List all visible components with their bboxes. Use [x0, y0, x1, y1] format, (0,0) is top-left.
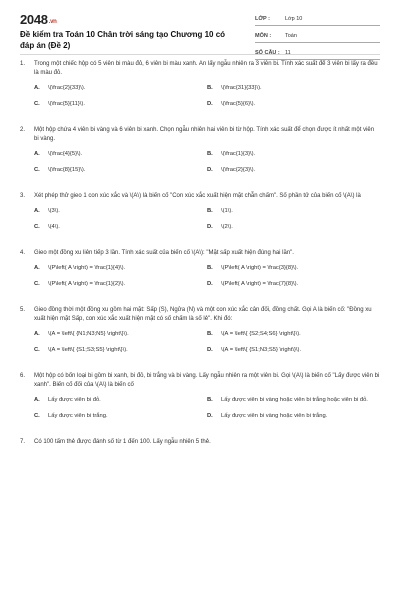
- option-letter: B.: [207, 151, 213, 157]
- option-letter: B.: [207, 397, 213, 403]
- question-number: 4.: [20, 250, 26, 256]
- option-letter: C.: [34, 281, 40, 287]
- option-text: Lấy được viên bi vàng hoặc viên bi trắng hoặc viên bi đỏ.: [221, 397, 368, 403]
- question-text: Trong một chiếc hộp có 5 viên bi màu đỏ, 6 viên bi màu xanh. An lấy ngẫu nhiên ra 3 viên bi. Tính xác suất để 3 viên bi lấy ra đều là màu đỏ.: [34, 61, 378, 76]
- meta-value: 11: [285, 50, 291, 56]
- option-text: \(4\).: [48, 224, 60, 230]
- option-letter: D.: [207, 101, 213, 107]
- meta-panel: [255, 14, 380, 65]
- options-grid: [20, 264, 380, 296]
- option-text: Lấy được viên bi đỏ.: [48, 397, 101, 403]
- question-item: [20, 60, 380, 116]
- answer-option[interactable]: [207, 330, 380, 338]
- question-text: Một hộp có bốn loại bi gồm bi xanh, bi đỏ, bi trắng và bi vàng. Lấy ngẫu nhiên ra một viên bi. Gọi \(A\) là biến cố "Lấy được viên bi xanh". Biến cố đối của \(A\) là biến cố: [34, 373, 380, 388]
- question-row: [20, 249, 380, 258]
- option-letter: C.: [34, 413, 40, 419]
- answer-option[interactable]: [207, 280, 380, 288]
- question-number: 6.: [20, 373, 26, 379]
- option-letter: A.: [34, 208, 40, 214]
- answer-option[interactable]: [207, 84, 380, 92]
- answer-option[interactable]: [34, 346, 207, 354]
- question-number: 3.: [20, 193, 26, 199]
- answer-option[interactable]: [207, 207, 380, 215]
- option-letter: A.: [34, 265, 40, 271]
- answer-option[interactable]: [207, 150, 380, 158]
- option-text: \(\frac{2}{3}\).: [221, 167, 256, 173]
- option-letter: C.: [34, 167, 40, 173]
- answer-option[interactable]: [34, 84, 207, 92]
- option-letter: C.: [34, 347, 40, 353]
- option-text: \(P\left( A \right) = \frac{7}{8}\).: [221, 281, 299, 287]
- option-letter: A.: [34, 85, 40, 91]
- question-number: 1.: [20, 61, 26, 67]
- meta-row: [255, 48, 380, 60]
- option-letter: B.: [207, 208, 213, 214]
- answer-option[interactable]: [207, 264, 380, 272]
- option-letter: A.: [34, 397, 40, 403]
- option-text: \(A = \left\{ {S1;N3;S5} \right\}\).: [221, 347, 302, 353]
- option-text: \(P\left( A \right) = \frac{1}{4}\).: [48, 265, 126, 271]
- answer-option[interactable]: [34, 100, 207, 108]
- answer-option[interactable]: [207, 346, 380, 354]
- site-logo[interactable]: [20, 12, 57, 27]
- answer-option[interactable]: [34, 280, 207, 288]
- option-text: \(P\left( A \right) = \frac{3}{8}\).: [221, 265, 299, 271]
- option-text: \(\frac{8}{15}\).: [48, 167, 86, 173]
- question-text: Gieo một đồng xu liên tiếp 3 lần. Tính xác suất của biến cố \(A\): "Mặt sấp xuất hiện đúng hai lần".: [34, 250, 294, 256]
- question-row: [20, 372, 380, 390]
- option-letter: C.: [34, 224, 40, 230]
- option-letter: D.: [207, 167, 213, 173]
- question-item: [20, 126, 380, 182]
- option-text: \(\frac{5}{11}\).: [48, 101, 85, 107]
- option-letter: C.: [34, 101, 40, 107]
- option-text: Lấy được viên bi vàng hoặc viên bi trắng.: [221, 413, 328, 419]
- question-text: Xét phép thử gieo 1 con xúc xắc và \(A\) là biến cố "Con xúc xắc xuất hiện mặt chẵn chấm". Số phần tử của biến cố \(A\) là: [34, 193, 361, 199]
- option-letter: A.: [34, 151, 40, 157]
- answer-option[interactable]: [207, 412, 380, 420]
- question-item: [20, 306, 380, 362]
- question-row: [20, 306, 380, 324]
- question-number: 2.: [20, 127, 26, 133]
- question-text: Có 100 tấm thẻ được đánh số từ 1 đến 100. Lấy ngẫu nhiên 5 thẻ.: [34, 439, 211, 445]
- option-text: \(\frac{1}{3}\).: [221, 151, 256, 157]
- option-text: \(P\left( A \right) = \frac{1}{2}\).: [48, 281, 126, 287]
- options-grid: [20, 150, 380, 182]
- question-item: [20, 372, 380, 428]
- answer-option[interactable]: [34, 166, 207, 174]
- question-number: 5.: [20, 307, 26, 313]
- answer-option[interactable]: [34, 330, 207, 338]
- meta-label: LỚP :: [255, 16, 270, 22]
- answer-option[interactable]: [34, 396, 207, 404]
- answer-option[interactable]: [34, 264, 207, 272]
- option-text: \(3\).: [48, 208, 60, 214]
- option-text: \(\frac{31}{33}\).: [221, 85, 262, 91]
- question-item: [20, 438, 380, 447]
- option-text: \(1\).: [221, 208, 233, 214]
- question-row: [20, 438, 380, 447]
- option-text: \(A = \left\{ {N1;N3;N5} \right\}\).: [48, 331, 129, 337]
- question-list: [0, 55, 400, 447]
- meta-value: Toán: [285, 33, 297, 39]
- answer-option[interactable]: [34, 412, 207, 420]
- question-number: 7.: [20, 439, 26, 445]
- option-text: \(\frac{5}{6}\).: [221, 101, 256, 107]
- option-text: \(2\).: [221, 224, 233, 230]
- option-letter: B.: [207, 265, 213, 271]
- meta-label: SỐ CÂU :: [255, 50, 280, 56]
- option-letter: D.: [207, 347, 213, 353]
- answer-option[interactable]: [207, 396, 380, 404]
- question-row: [20, 192, 380, 201]
- question-row: [20, 126, 380, 144]
- answer-option[interactable]: [207, 223, 380, 231]
- meta-value: Lớp 10: [285, 16, 303, 22]
- logo-brand: 2048: [20, 12, 48, 27]
- options-grid: [20, 330, 380, 362]
- option-text: \(\frac{4}{5}\).: [48, 151, 83, 157]
- option-letter: D.: [207, 224, 213, 230]
- option-text: \(A = \left\{ {S2;S4;S6} \right\}\).: [221, 331, 301, 337]
- option-letter: A.: [34, 331, 40, 337]
- option-letter: D.: [207, 281, 213, 287]
- meta-label: MÔN :: [255, 33, 272, 39]
- answer-option[interactable]: [34, 150, 207, 158]
- options-grid: [20, 207, 380, 239]
- logo-tld: .vn: [48, 19, 57, 25]
- question-item: [20, 192, 380, 239]
- option-text: \(\frac{2}{33}\).: [48, 85, 86, 91]
- meta-row: [255, 31, 380, 43]
- meta-row: [255, 14, 380, 26]
- answer-option[interactable]: [207, 100, 380, 108]
- option-text: \(A = \left\{ {S1;S3;S5} \right\}\).: [48, 347, 128, 353]
- option-letter: B.: [207, 85, 213, 91]
- option-text: Lấy được viên bi trắng.: [48, 413, 108, 419]
- question-text: Một hộp chứa 4 viên bi vàng và 6 viên bi xanh. Chọn ngẫu nhiên hai viên bi từ hộp. Tính xác suất để chọn được ít nhất một viên bi vàng.: [34, 127, 375, 142]
- options-grid: [20, 396, 380, 428]
- header: [0, 0, 400, 54]
- options-grid: [20, 84, 380, 116]
- answer-option[interactable]: [34, 223, 207, 231]
- answer-option[interactable]: [34, 207, 207, 215]
- option-letter: D.: [207, 413, 213, 419]
- page-title: Đề kiểm tra Toán 10 Chân trời sáng tạo Chương 10 có đáp án (Đề 2): [20, 30, 226, 50]
- question-item: [20, 249, 380, 296]
- option-letter: B.: [207, 331, 213, 337]
- question-text: Gieo đồng thời một đồng xu gồm hai mặt: Sấp (S), Ngửa (N) và một con xúc xắc cân đối, đồng chất. Gọi A là biến cố: "Đồng xu xuất hiện mặt Sấp, con xúc xắc xuất hiện mặt có số chấm là số lẻ". Khi đó:: [34, 307, 372, 322]
- answer-option[interactable]: [207, 166, 380, 174]
